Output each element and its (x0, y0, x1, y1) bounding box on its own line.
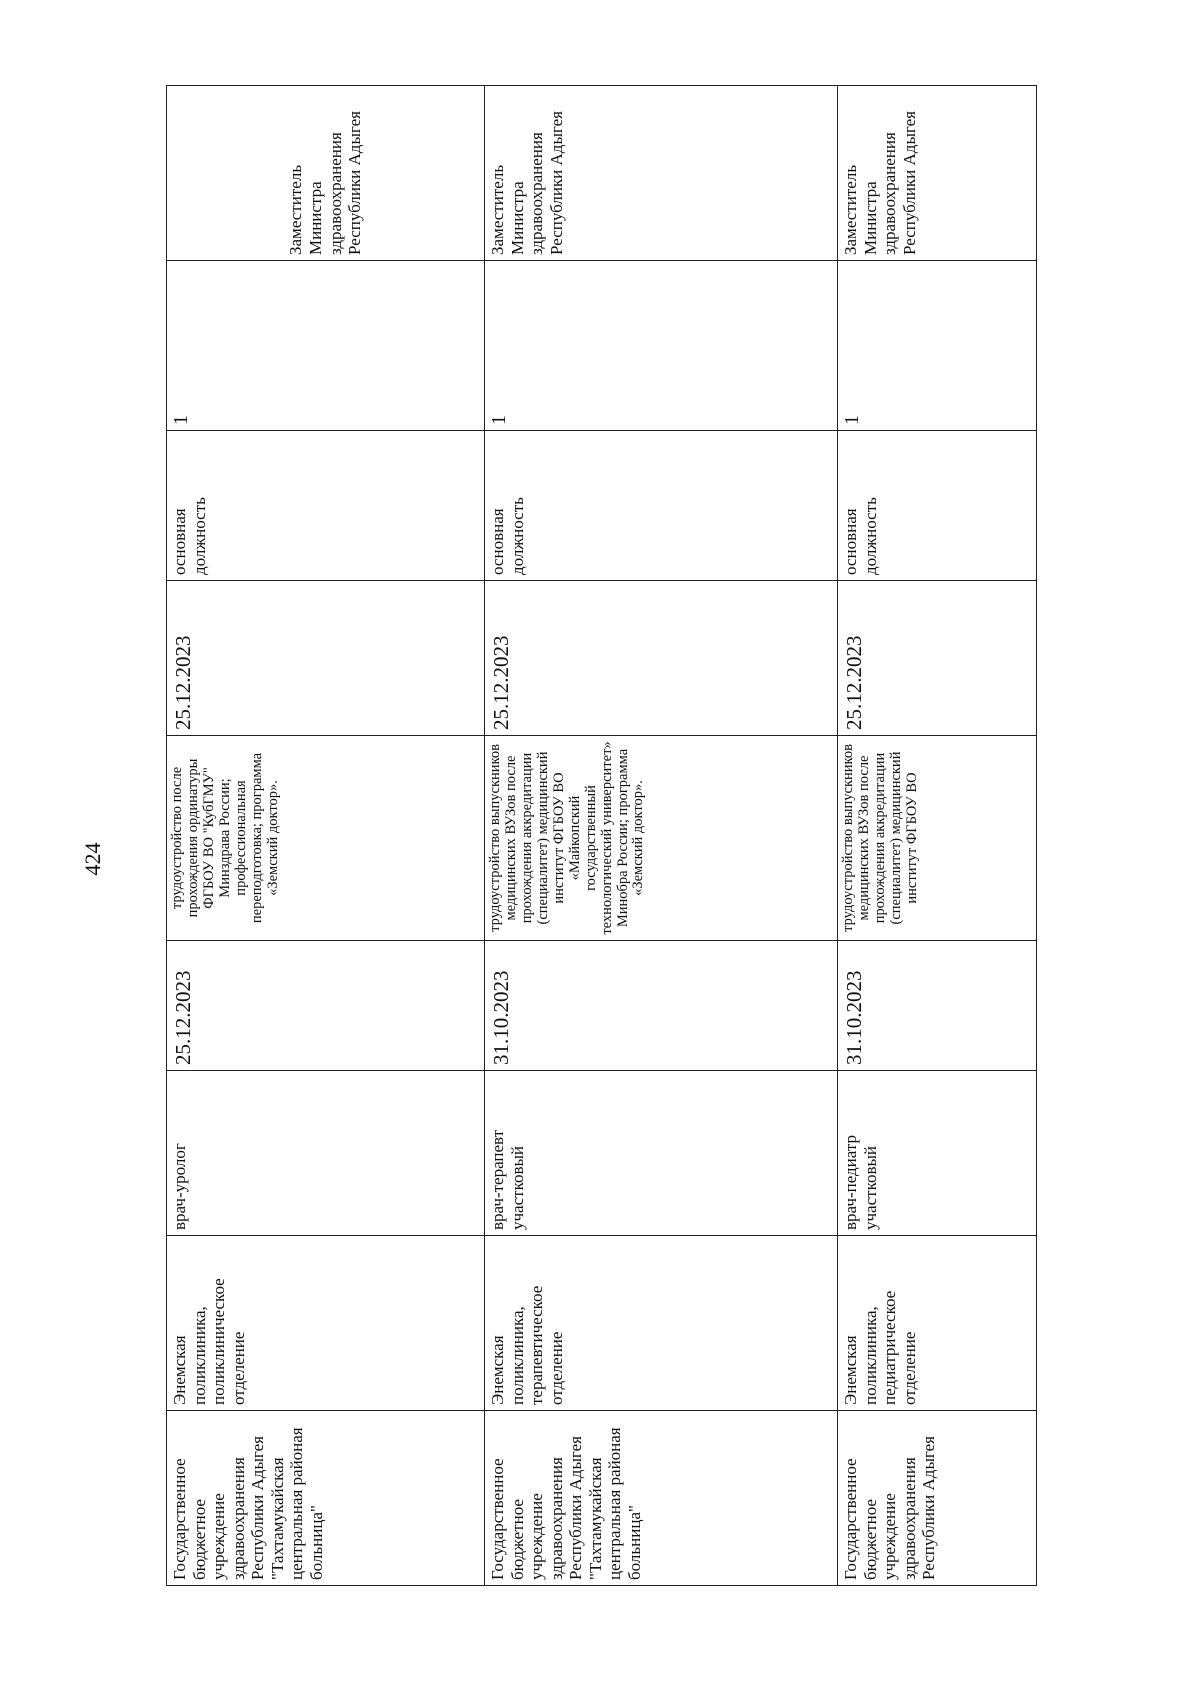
page-number: 424 (80, 842, 105, 876)
cell-institution: Государственное бюджетное учреждение здравоохранения Республики Адыгея (838, 1411, 1037, 1586)
cell-subdivision: Энемская поликлиника, поликлиническое отделение (167, 1236, 485, 1411)
cell-date-2: 25.12.2023 (167, 581, 485, 736)
cell-job-type: основная должность (167, 431, 485, 581)
cell-job-type: основная должность (485, 431, 838, 581)
cell-date-1: 31.10.2023 (485, 941, 838, 1071)
cell-date-1: 31.10.2023 (838, 941, 1037, 1071)
table-row (485, 86, 838, 1586)
cell-condition: трудоустройство выпускников медицинских ВУЗов после прохождения аккредитации (специалитет) медицинский институт ФГБОУ ВО «Майкопский государственный технологический университет» Минобра России; программа «Земский доктор». (485, 736, 838, 941)
cell-institution: Государственное бюджетное учреждение здравоохранения Республики Адыгея "Тахтамукайская центральная районая больница" (167, 1411, 485, 1586)
cell-date-2: 25.12.2023 (485, 581, 838, 736)
cell-date-1: 25.12.2023 (167, 941, 485, 1071)
cell-condition: трудоустройство после прохождения ординатуры ФГБОУ ВО "КубГМУ" Минздрава России; профессиональная переподготовка; программа «Земский доктор». (167, 736, 485, 941)
vacancy-table (166, 85, 1037, 1586)
table-row (167, 86, 485, 1586)
cell-position: врач-педиатр участковый (838, 1071, 1037, 1236)
cell-responsible: Заместитель Министра здравоохранения Республики Адыгея (838, 86, 1037, 261)
cell-count: 1 (485, 261, 838, 431)
cell-count: 1 (167, 261, 485, 431)
cell-institution: Государственное бюджетное учреждение здравоохранения Республики Адыгея "Тахтамукайская центральная районая больница" (485, 1411, 838, 1586)
cell-subdivision: Энемская поликлиника, педиатрическое отделение (838, 1236, 1037, 1411)
cell-position: врач-уролог (167, 1071, 485, 1236)
cell-job-type: основная должность (838, 431, 1037, 581)
cell-position: врач-терапевт участковый (485, 1071, 838, 1236)
cell-subdivision: Энемская поликлиника, терапевтическое отделение (485, 1236, 838, 1411)
cell-responsible: Заместитель Министра здравоохранения Республики Адыгея (485, 86, 838, 261)
cell-condition: трудоустройство выпускников медицинских ВУЗов после прохождения аккредитации (специалитет) медицинский институт ФГБОУ ВО (838, 736, 1037, 941)
table-row (838, 86, 1037, 1586)
cell-responsible: Заместитель Министра здравоохранения Республики Адыгея (167, 86, 485, 261)
cell-count: 1 (838, 261, 1037, 431)
table-body (167, 86, 1037, 1586)
vacancy-table-rotated (166, 86, 1036, 1586)
cell-date-2: 25.12.2023 (838, 581, 1037, 736)
